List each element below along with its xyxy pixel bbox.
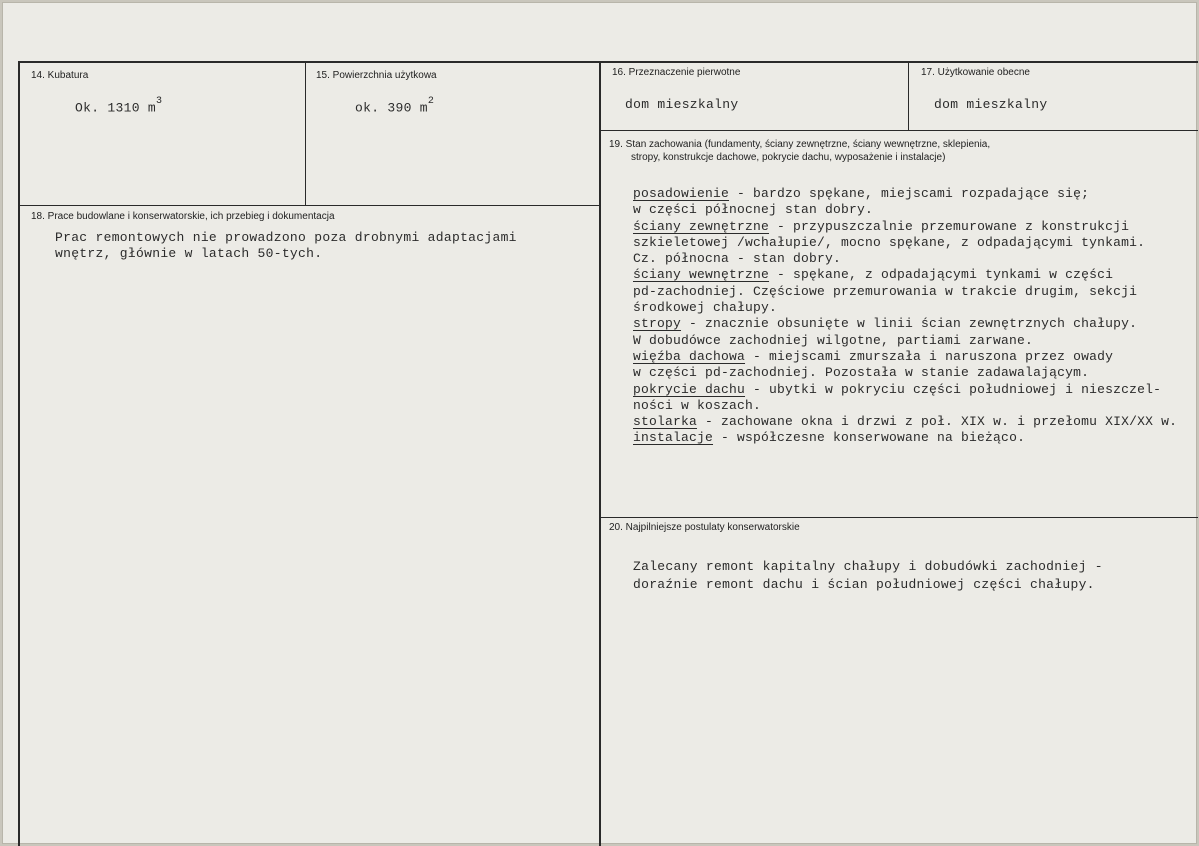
stan-text: pd-zachodniej. Częściowe przemurowania w trakcie drugim, sekcji: [633, 283, 1138, 299]
stan-line: [633, 267, 1177, 283]
row-line-right-20: [600, 517, 1198, 518]
top-border-line: [18, 61, 1198, 63]
prace-line-2: wnętrz, głównie w latach 50-tych.: [55, 246, 323, 261]
powierzchnia-label: 15. Powierzchnia użytkowa: [316, 70, 437, 81]
stan-line: [633, 202, 1177, 218]
divider-left-right: [599, 61, 601, 846]
stan-text: - przypuszczalnie przemurowane z konstrukcji: [769, 218, 1130, 234]
row-line-left-18: [18, 205, 600, 206]
stan-heading: stropy: [633, 316, 682, 332]
stan-zachowania-text: [633, 186, 1177, 447]
divider-16-17: [908, 61, 909, 131]
stan-text: w części północnej stan dobry.: [633, 202, 874, 218]
stan-text: - miejscami zmurszała i naruszona przez owady: [745, 348, 1114, 364]
stan-zachowania-label-line-1: 19. Stan zachowania (fundamenty, ściany zewnętrzne, ściany wewnętrzne, sklepienia,: [609, 139, 991, 150]
row-line-right-top: [600, 130, 1198, 131]
stan-zachowania-label-line-2: stropy, konstrukcje dachowe, pokrycie dachu, wyposażenie i instalacje): [631, 152, 946, 163]
stan-text: - spękane, z odpadającymi tynkami w części: [769, 267, 1114, 283]
stan-line: [633, 365, 1177, 381]
stan-heading: ściany wewnętrzne: [633, 267, 770, 283]
stan-line: [633, 349, 1177, 365]
stan-text: - współczesne konserwowane na bieżąco.: [713, 430, 1026, 446]
prace-line-1: Prac remontowych nie prowadzono poza drobnymi adaptacjami: [55, 230, 517, 245]
postulaty-line-1: Zalecany remont kapitalny chałupy i dobudówki zachodniej -: [633, 559, 1103, 574]
stan-heading: ściany zewnętrzne: [633, 218, 770, 234]
stan-line: [633, 382, 1177, 398]
stan-text: ności w koszach.: [633, 397, 762, 413]
stan-line: [633, 430, 1177, 446]
przeznaczenie-label: 16. Przeznaczenie pierwotne: [612, 67, 741, 78]
stan-text: - ubytki w pokryciu części południowej i nieszczel-: [745, 381, 1162, 397]
postulaty-line-2: doraźnie remont dachu i ścian południowej części chałupy.: [633, 577, 1095, 592]
left-border-line: [18, 61, 20, 846]
stan-line: [633, 398, 1177, 414]
powierzchnia-value: [355, 96, 435, 116]
stan-text: szkieletowej /wchałupie/, mocno spękane, z odpadającymi tynkami.: [633, 234, 1146, 250]
stan-heading: posadowienie: [633, 186, 730, 201]
stan-line: [633, 316, 1177, 332]
prace-label: 18. Prace budowlane i konserwatorskie, ich przebieg i dokumentacja: [31, 211, 335, 222]
powierzchnia-unit-exponent: 2: [427, 96, 435, 107]
stan-text: W dobudówce zachodniej wilgotne, partiami zarwane.: [633, 332, 1034, 348]
stan-line: [633, 235, 1177, 251]
stan-line: [633, 219, 1177, 235]
kubatura-value: [75, 96, 163, 116]
stan-heading: więźba dachowa: [633, 348, 746, 364]
stan-text: w części pd-zachodniej. Pozostała w stanie zadawalającym.: [633, 365, 1090, 381]
stan-line: [633, 251, 1177, 267]
stan-line: [633, 186, 1177, 202]
postulaty-label: 20. Najpilniejsze postulaty konserwatorskie: [609, 522, 800, 533]
przeznaczenie-value: dom mieszkalny: [625, 97, 739, 112]
stan-heading: instalacje: [633, 430, 714, 446]
stan-text: - znacznie obsunięte w linii ścian zewnętrznych chałupy.: [681, 316, 1138, 332]
stan-text: środkowej chałupy.: [633, 300, 778, 316]
stan-line: [633, 300, 1177, 316]
stan-line: [633, 414, 1177, 430]
postulaty-text: [633, 559, 1103, 595]
kubatura-unit-exponent: 3: [156, 96, 163, 107]
stan-text: - zachowane okna i drzwi z poł. XIX w. i przełomu XIX/XX w.: [697, 414, 1178, 430]
divider-14-15: [305, 61, 306, 206]
uzytkowanie-label: 17. Użytkowanie obecne: [921, 67, 1030, 78]
stan-zachowania-label: [609, 138, 990, 164]
kubatura-label: 14. Kubatura: [31, 70, 89, 81]
stan-line: [633, 333, 1177, 349]
stan-text: Cz. północna - stan dobry.: [633, 251, 842, 267]
stan-line: [633, 284, 1177, 300]
powierzchnia-number: ok. 390 m: [355, 100, 428, 116]
stan-heading: stolarka: [633, 414, 698, 430]
uzytkowanie-value: dom mieszkalny: [934, 97, 1048, 112]
kubatura-number: Ok. 1310 m: [75, 100, 157, 116]
stan-text: - bardzo spękane, miejscami rozpadające się;: [729, 186, 1090, 201]
stan-heading: pokrycie dachu: [633, 381, 746, 397]
